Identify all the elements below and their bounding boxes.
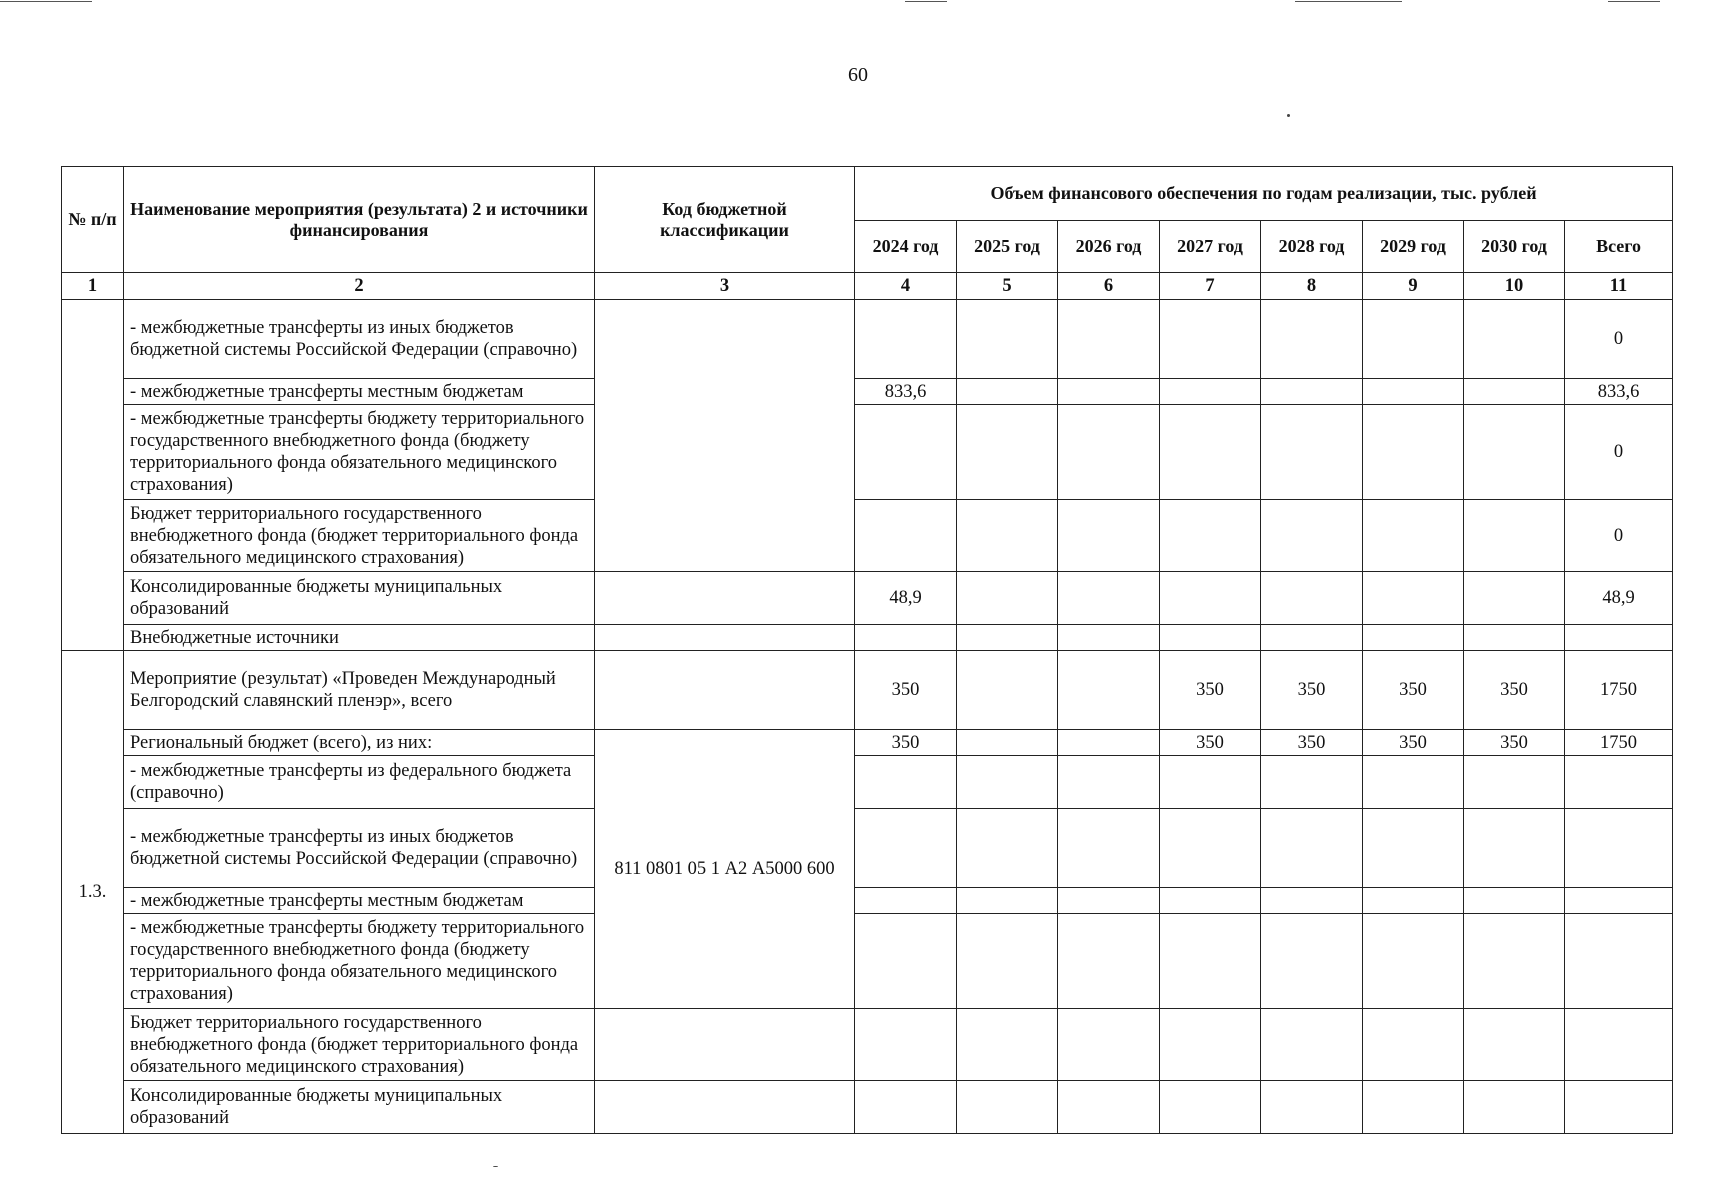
value-cell bbox=[957, 809, 1058, 888]
value-cell bbox=[1464, 756, 1565, 809]
scan-speck bbox=[493, 1166, 498, 1167]
value-cell bbox=[855, 300, 957, 379]
row-name: Региональный бюджет (всего), из них: bbox=[124, 730, 595, 756]
table-row bbox=[62, 651, 1673, 730]
row-name: - межбюджетные трансферты местным бюджетам bbox=[124, 888, 595, 914]
column-number: 7 bbox=[1160, 273, 1261, 300]
header-total: Всего bbox=[1565, 221, 1673, 273]
value-cell bbox=[1058, 379, 1160, 405]
column-number: 9 bbox=[1363, 273, 1464, 300]
value-cell: 350 bbox=[1261, 651, 1363, 730]
value-cell bbox=[1261, 379, 1363, 405]
value-cell bbox=[957, 379, 1058, 405]
column-number: 10 bbox=[1464, 273, 1565, 300]
row-name: Консолидированные бюджеты муниципальных образований bbox=[124, 572, 595, 625]
column-number: 5 bbox=[957, 273, 1058, 300]
header-year: 2028 год bbox=[1261, 221, 1363, 273]
row-name: - межбюджетные трансферты местным бюджетам bbox=[124, 379, 595, 405]
table-row bbox=[62, 1081, 1673, 1134]
budget-code-empty bbox=[595, 300, 855, 572]
value-cell: 350 bbox=[1261, 730, 1363, 756]
value-cell bbox=[1261, 756, 1363, 809]
value-cell bbox=[1363, 1009, 1464, 1081]
header-code: Код бюджетной классификации bbox=[595, 167, 855, 273]
column-number: 1 bbox=[62, 273, 124, 300]
value-cell bbox=[855, 888, 957, 914]
total-cell bbox=[1565, 1081, 1673, 1134]
total-cell: 48,9 bbox=[1565, 572, 1673, 625]
value-cell bbox=[1464, 888, 1565, 914]
total-cell bbox=[1565, 809, 1673, 888]
value-cell bbox=[1160, 888, 1261, 914]
value-cell bbox=[957, 572, 1058, 625]
header-volume: Объем финансового обеспечения по годам реализации, тыс. рублей bbox=[855, 167, 1673, 221]
value-cell bbox=[1261, 300, 1363, 379]
value-cell bbox=[1160, 1009, 1261, 1081]
value-cell bbox=[1464, 625, 1565, 651]
row-name: - межбюджетные трансферты из иных бюджетов бюджетной системы Российской Федерации (справочно) bbox=[124, 300, 595, 379]
table-row bbox=[62, 405, 1673, 500]
value-cell bbox=[1058, 572, 1160, 625]
value-cell bbox=[1464, 500, 1565, 572]
value-cell bbox=[1160, 379, 1261, 405]
row-name: Мероприятие (результат) «Проведен Международный Белгородский славянский пленэр», всего bbox=[124, 651, 595, 730]
value-cell bbox=[855, 809, 957, 888]
total-cell bbox=[1565, 625, 1673, 651]
value-cell bbox=[1363, 1081, 1464, 1134]
total-cell: 1750 bbox=[1565, 651, 1673, 730]
value-cell bbox=[1058, 914, 1160, 1009]
total-cell bbox=[1565, 756, 1673, 809]
value-cell bbox=[1464, 300, 1565, 379]
scan-line bbox=[1608, 1, 1660, 2]
table-row bbox=[62, 756, 1673, 809]
row-name: Консолидированные бюджеты муниципальных образований bbox=[124, 1081, 595, 1134]
value-cell bbox=[957, 1009, 1058, 1081]
table-row bbox=[62, 625, 1673, 651]
column-number: 11 bbox=[1565, 273, 1673, 300]
scan-line bbox=[0, 1, 92, 2]
value-cell bbox=[1058, 1009, 1160, 1081]
value-cell bbox=[855, 500, 957, 572]
value-cell bbox=[1464, 405, 1565, 500]
value-cell bbox=[957, 730, 1058, 756]
value-cell bbox=[1261, 625, 1363, 651]
scan-speck bbox=[1287, 114, 1290, 117]
value-cell bbox=[1363, 625, 1464, 651]
value-cell bbox=[957, 405, 1058, 500]
value-cell bbox=[1464, 379, 1565, 405]
total-cell bbox=[1565, 888, 1673, 914]
row-name: - межбюджетные трансферты из иных бюджетов бюджетной системы Российской Федерации (справочно) bbox=[124, 809, 595, 888]
value-cell bbox=[1058, 651, 1160, 730]
value-cell bbox=[1363, 572, 1464, 625]
table-row bbox=[62, 888, 1673, 914]
value-cell bbox=[1058, 1081, 1160, 1134]
header-year: 2025 год bbox=[957, 221, 1058, 273]
value-cell bbox=[957, 1081, 1058, 1134]
header-year: 2027 год bbox=[1160, 221, 1261, 273]
value-cell bbox=[1058, 809, 1160, 888]
value-cell bbox=[855, 405, 957, 500]
value-cell: 48,9 bbox=[855, 572, 957, 625]
value-cell bbox=[1363, 809, 1464, 888]
column-number: 2 bbox=[124, 273, 595, 300]
value-cell bbox=[855, 1009, 957, 1081]
value-cell: 350 bbox=[1464, 730, 1565, 756]
value-cell bbox=[855, 1081, 957, 1134]
row-name: - межбюджетные трансферты бюджету территориального государственного внебюджетного фонда (бюджету территориального фонда обязательного медицинского страхования) bbox=[124, 405, 595, 500]
value-cell: 350 bbox=[1363, 651, 1464, 730]
value-cell bbox=[1363, 500, 1464, 572]
value-cell bbox=[1058, 756, 1160, 809]
value-cell bbox=[1261, 888, 1363, 914]
table-row bbox=[62, 730, 1673, 756]
value-cell bbox=[1058, 405, 1160, 500]
value-cell bbox=[1464, 809, 1565, 888]
header-name: Наименование мероприятия (результата) 2 и источники финансирования bbox=[124, 167, 595, 273]
column-number: 4 bbox=[855, 273, 957, 300]
budget-code-empty bbox=[595, 1081, 855, 1134]
table-row bbox=[62, 1009, 1673, 1081]
page-number: 60 bbox=[848, 64, 868, 86]
column-number: 8 bbox=[1261, 273, 1363, 300]
table-row bbox=[62, 572, 1673, 625]
value-cell: 350 bbox=[1464, 651, 1565, 730]
value-cell bbox=[1160, 300, 1261, 379]
value-cell bbox=[1058, 730, 1160, 756]
budget-code-empty bbox=[595, 651, 855, 730]
scan-line bbox=[905, 1, 947, 2]
header-year: 2029 год bbox=[1363, 221, 1464, 273]
value-cell bbox=[1160, 572, 1261, 625]
value-cell bbox=[957, 651, 1058, 730]
total-cell: 1750 bbox=[1565, 730, 1673, 756]
table-row bbox=[62, 500, 1673, 572]
item-number: 1.3. bbox=[62, 651, 124, 1134]
value-cell bbox=[855, 914, 957, 1009]
budget-code-empty bbox=[595, 572, 855, 625]
column-number: 3 bbox=[595, 273, 855, 300]
value-cell bbox=[1464, 1081, 1565, 1134]
value-cell bbox=[957, 500, 1058, 572]
value-cell: 350 bbox=[1363, 730, 1464, 756]
value-cell: 350 bbox=[1160, 730, 1261, 756]
budget-code: 811 0801 05 1 А2 А5000 600 bbox=[595, 730, 855, 1009]
value-cell bbox=[1261, 405, 1363, 500]
item-number-empty bbox=[62, 300, 124, 651]
value-cell bbox=[855, 625, 957, 651]
budget-table bbox=[61, 166, 1673, 1134]
total-cell: 0 bbox=[1565, 500, 1673, 572]
value-cell: 350 bbox=[855, 651, 957, 730]
table-row bbox=[62, 300, 1673, 379]
value-cell bbox=[1160, 405, 1261, 500]
row-name: - межбюджетные трансферты бюджету территориального государственного внебюджетного фонда (бюджету территориального фонда обязательного медицинского страхования) bbox=[124, 914, 595, 1009]
value-cell bbox=[957, 625, 1058, 651]
row-name: Бюджет территориального государственного внебюджетного фонда (бюджет территориального фонда обязательного медицинского страхования) bbox=[124, 1009, 595, 1081]
budget-code-empty bbox=[595, 625, 855, 651]
value-cell bbox=[1160, 756, 1261, 809]
value-cell bbox=[1160, 500, 1261, 572]
table-row bbox=[62, 809, 1673, 888]
column-number: 6 bbox=[1058, 273, 1160, 300]
row-name: - межбюджетные трансферты из федерального бюджета (справочно) bbox=[124, 756, 595, 809]
row-name: Бюджет территориального государственного внебюджетного фонда (бюджет территориального фонда обязательного медицинского страхования) bbox=[124, 500, 595, 572]
header-year: 2026 год bbox=[1058, 221, 1160, 273]
value-cell bbox=[1058, 500, 1160, 572]
value-cell bbox=[1261, 809, 1363, 888]
scan-line bbox=[1295, 1, 1402, 2]
value-cell bbox=[957, 888, 1058, 914]
table-row bbox=[62, 379, 1673, 405]
value-cell bbox=[957, 300, 1058, 379]
header-year: 2024 год bbox=[855, 221, 957, 273]
value-cell: 350 bbox=[855, 730, 957, 756]
total-cell: 833,6 bbox=[1565, 379, 1673, 405]
value-cell bbox=[1363, 888, 1464, 914]
value-cell bbox=[1363, 300, 1464, 379]
total-cell: 0 bbox=[1565, 405, 1673, 500]
budget-code-empty bbox=[595, 1009, 855, 1081]
value-cell bbox=[1058, 300, 1160, 379]
value-cell bbox=[1464, 914, 1565, 1009]
header-num: № п/п bbox=[62, 167, 124, 273]
value-cell bbox=[1363, 379, 1464, 405]
value-cell bbox=[1363, 914, 1464, 1009]
value-cell bbox=[1261, 914, 1363, 1009]
value-cell bbox=[855, 756, 957, 809]
value-cell bbox=[1464, 572, 1565, 625]
value-cell bbox=[1160, 809, 1261, 888]
value-cell bbox=[1261, 1081, 1363, 1134]
value-cell bbox=[957, 914, 1058, 1009]
value-cell bbox=[1261, 500, 1363, 572]
value-cell bbox=[1363, 756, 1464, 809]
value-cell bbox=[957, 756, 1058, 809]
value-cell bbox=[1058, 625, 1160, 651]
value-cell bbox=[1261, 572, 1363, 625]
value-cell bbox=[1160, 914, 1261, 1009]
value-cell: 833,6 bbox=[855, 379, 957, 405]
value-cell bbox=[1160, 1081, 1261, 1134]
value-cell: 350 bbox=[1160, 651, 1261, 730]
value-cell bbox=[1058, 888, 1160, 914]
value-cell bbox=[1464, 1009, 1565, 1081]
header-year: 2030 год bbox=[1464, 221, 1565, 273]
value-cell bbox=[1261, 1009, 1363, 1081]
row-name: Внебюджетные источники bbox=[124, 625, 595, 651]
value-cell bbox=[1363, 405, 1464, 500]
value-cell bbox=[1160, 625, 1261, 651]
total-cell bbox=[1565, 914, 1673, 1009]
total-cell bbox=[1565, 1009, 1673, 1081]
table-row bbox=[62, 914, 1673, 1009]
total-cell: 0 bbox=[1565, 300, 1673, 379]
